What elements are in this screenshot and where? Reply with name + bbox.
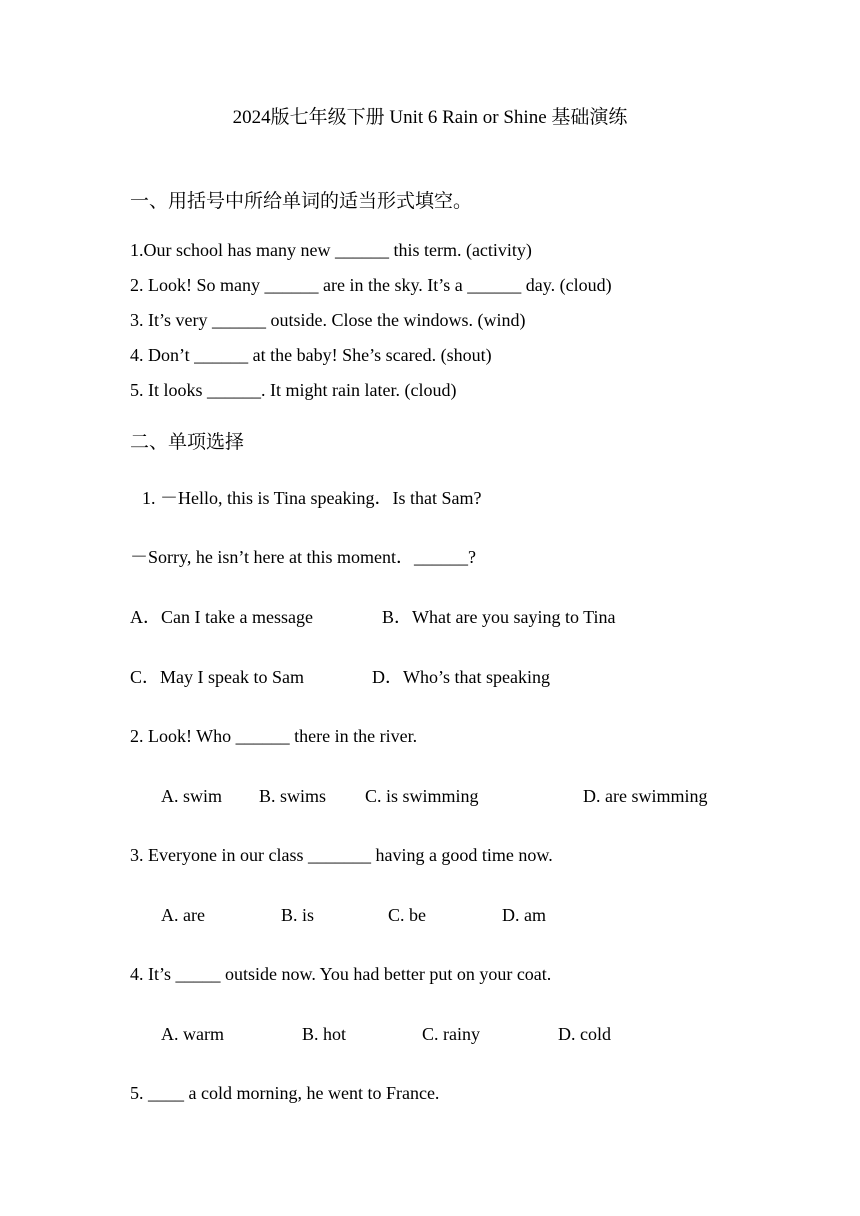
question-1-option-c: C．May I speak to Sam <box>130 667 304 687</box>
question-1-line-2: －Sorry, he isn’t here at this moment．______? <box>130 547 476 567</box>
fill-blank-item-4: 4. Don’t ______ at the baby! She’s scared. (shout) <box>130 345 492 365</box>
question-2-option-a: A. swim <box>161 786 223 806</box>
question-2-option-c: C. is swimming <box>365 786 479 806</box>
question-2-stem: 2. Look! Who ______ there in the river. <box>130 726 418 746</box>
question-4-option-a: A. warm <box>161 1024 224 1044</box>
question-3-option-d: D. am <box>502 905 546 925</box>
question-3-option-a: A. are <box>161 905 205 925</box>
fill-blank-item-1: 1.Our school has many new ______ this term. (activity) <box>130 240 532 260</box>
page-title: 2024版七年级下册 Unit 6 Rain or Shine 基础演练 <box>232 107 628 128</box>
question-1-option-a: A．Can I take a message <box>130 607 313 627</box>
question-3-stem: 3. Everyone in our class _______ having a good time now. <box>130 845 553 865</box>
question-1-option-b: B．What are you saying to Tina <box>382 607 616 627</box>
section-2-heading: 二、单项选择 <box>130 432 245 453</box>
question-3-option-c: C. be <box>388 905 426 925</box>
question-1-option-d: D．Who’s that speaking <box>372 667 550 687</box>
fill-blank-item-5: 5. It looks ______. It might rain later. (cloud) <box>130 380 457 400</box>
fill-blank-item-3: 3. It’s very ______ outside. Close the windows. (wind) <box>130 310 526 330</box>
section-1-heading: 一、用括号中所给单词的适当形式填空。 <box>130 191 473 212</box>
question-4-option-d: D. cold <box>558 1024 611 1044</box>
question-5-stem: 5. ____ a cold morning, he went to France. <box>130 1083 440 1103</box>
question-4-option-c: C. rainy <box>422 1024 480 1044</box>
question-1-line-1: 1. －Hello, this is Tina speaking．Is that Sam? <box>142 488 482 508</box>
question-2-option-b: B. swims <box>259 786 327 806</box>
question-2-option-d: D. are swimming <box>583 786 708 806</box>
question-3-option-b: B. is <box>281 905 315 925</box>
fill-blank-item-2: 2. Look! So many ______ are in the sky. It’s a ______ day. (cloud) <box>130 275 612 295</box>
question-4-option-b: B. hot <box>302 1024 347 1044</box>
question-4-stem: 4. It’s _____ outside now. You had better put on your coat. <box>130 964 552 984</box>
